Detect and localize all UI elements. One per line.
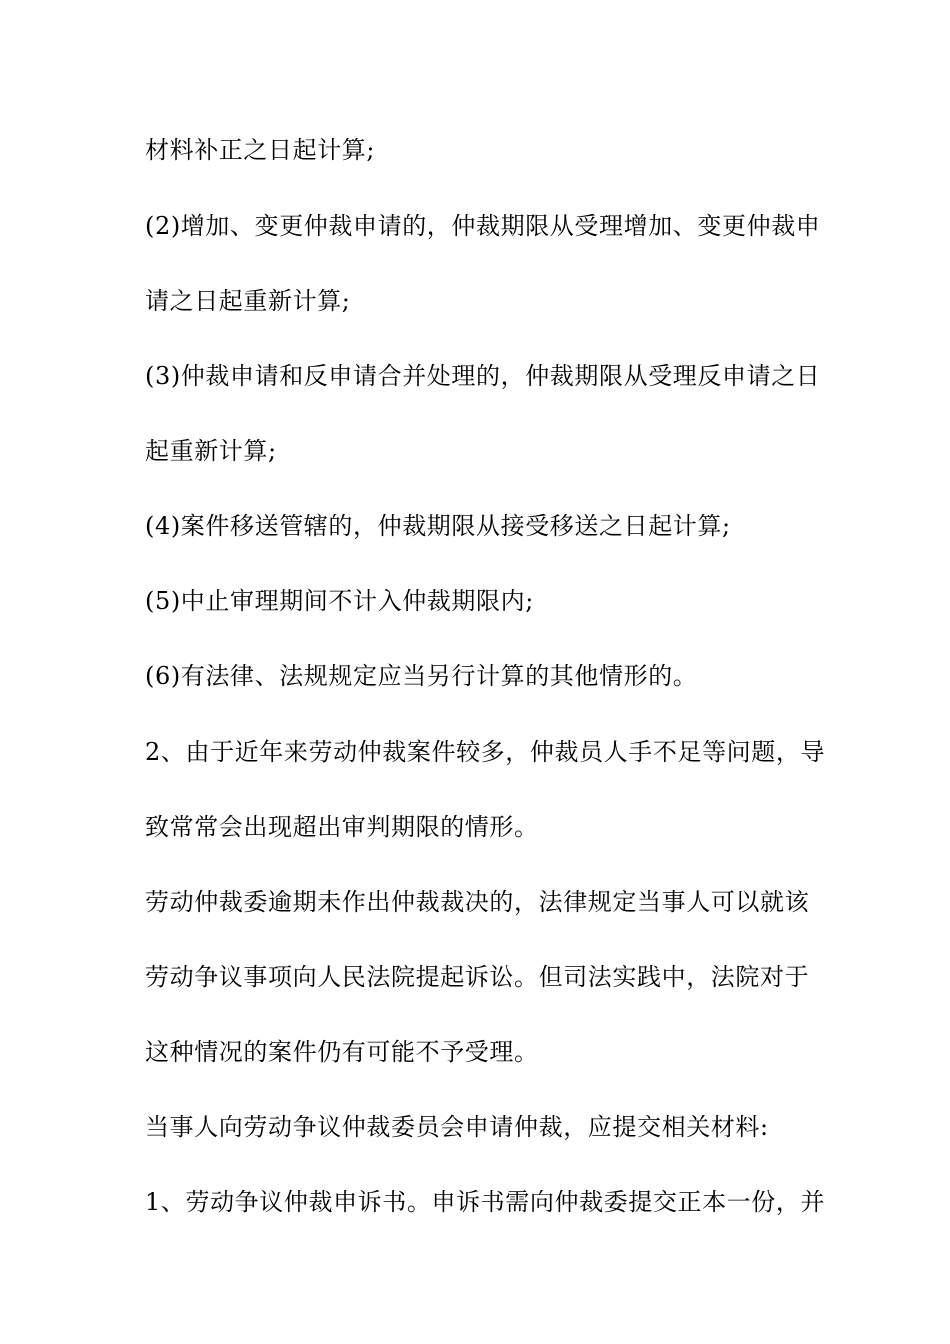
text-line: 当事人向劳动争议仲裁委员会申请仲裁，应提交相关材料:: [145, 1113, 769, 1141]
text-line: (6)有法律、法规规定应当另行计算的其他情形的。: [145, 662, 698, 690]
text-line: 材料补正之日起计算;: [145, 136, 376, 164]
text-line: 2、由于近年来劳动仲裁案件较多，仲裁员人手不足等问题，导: [145, 738, 826, 766]
text-line: 起重新计算;: [145, 437, 277, 465]
text-line: (5)中止审理期间不计入仲裁期限内;: [145, 587, 534, 615]
text-line: 劳动争议事项向人民法院提起诉讼。但司法实践中，法院对于: [145, 963, 810, 991]
text-line: (3)仲裁申请和反申请合并处理的，仲裁期限从受理反申请之日: [145, 362, 821, 390]
text-line: (2)增加、变更仲裁申请的，仲裁期限从受理增加、变更仲裁申: [145, 212, 821, 240]
text-line: (4)案件移送管辖的，仲裁期限从接受移送之日起计算;: [145, 512, 731, 540]
text-line: 请之日起重新计算;: [145, 287, 351, 315]
text-line: 这种情况的案件仍有可能不予受理。: [145, 1038, 539, 1066]
text-line: 致常常会出现超出审判期限的情形。: [145, 813, 539, 841]
text-line: 1、劳动争议仲裁申诉书。申诉书需向仲裁委提交正本一份，并: [145, 1188, 826, 1216]
text-line: 劳动仲裁委逾期未作出仲裁裁决的，法律规定当事人可以就该: [145, 888, 810, 916]
